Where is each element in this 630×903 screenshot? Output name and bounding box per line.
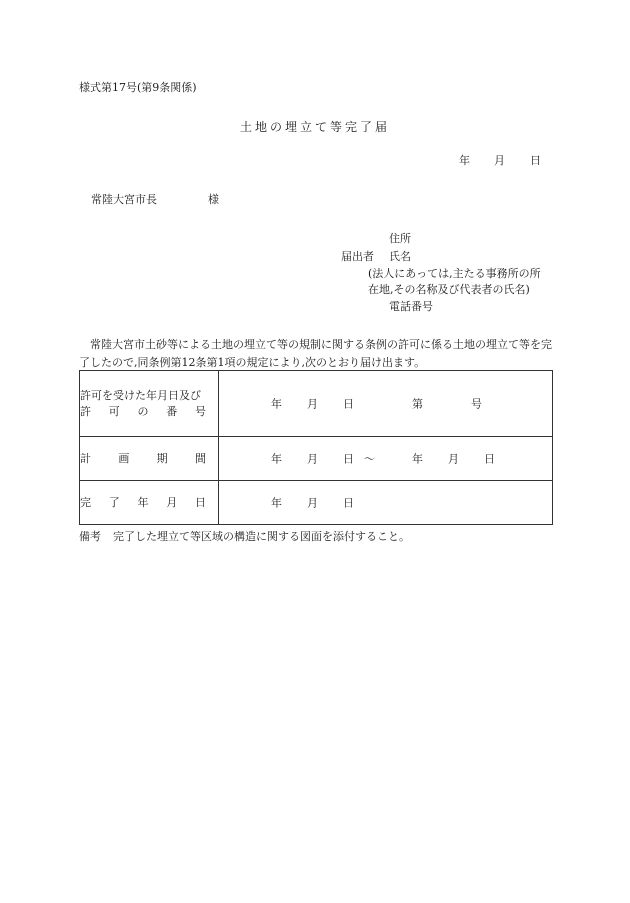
label-char: 計: [80, 452, 91, 465]
plan-end-year: 年: [412, 452, 423, 465]
applicant-label: 届出者: [341, 250, 374, 263]
completion-date-value-cell[interactable]: [219, 481, 553, 525]
completion-date-label-cell: [80, 481, 219, 525]
label-char: 月: [166, 496, 178, 509]
completion-year: 年: [271, 496, 282, 509]
label-char: 可: [108, 404, 120, 418]
label-char: 日: [195, 496, 206, 509]
permit-month-label: 月: [307, 397, 318, 410]
permit-day-label: 日: [343, 397, 354, 410]
recipient-honorific: 様: [208, 193, 219, 206]
plan-start-month: 月: [307, 452, 318, 465]
label-char: 番: [166, 404, 178, 418]
label-char: 許: [80, 404, 91, 418]
plan-period-tilde: 〜: [364, 452, 375, 465]
completion-day: 日: [343, 496, 354, 509]
label-char: 号: [195, 404, 206, 418]
table-row: [80, 481, 553, 525]
corporation-note-line1: (法人にあっては,主たる事務所の所: [368, 267, 541, 280]
note-text: 完了した埋立て等区域の構造に関する図面を添付すること。: [113, 530, 410, 543]
address-label: 住所: [389, 232, 411, 245]
permit-year-label: 年: [271, 397, 282, 410]
name-label: 氏名: [389, 250, 411, 263]
plan-start-year: 年: [271, 452, 282, 465]
body-paragraph: 常陸大宮市土砂等による土地の埋立て等の規制に関する条例の許可に係る土地の埋立て等を完了したので,同条例第12条第1項の規定により,次のとおり届け出ます。: [79, 338, 552, 369]
label-char: の: [137, 404, 149, 418]
date-day-label: 日: [530, 154, 541, 167]
plan-period-label: [80, 453, 206, 464]
label-char: 了: [108, 496, 120, 509]
label-char: 画: [118, 452, 130, 465]
permit-label-line2: [80, 404, 206, 420]
label-char: 年: [137, 496, 149, 509]
table-row: [80, 437, 553, 481]
date-month-label: 月: [494, 154, 505, 167]
label-char: 完: [80, 496, 91, 509]
completion-table: [79, 370, 553, 525]
permit-value-cell[interactable]: [219, 371, 553, 437]
recipient-name: 常陸大宮市長: [91, 193, 157, 206]
table-row: [80, 371, 553, 437]
plan-end-day: 日: [484, 452, 495, 465]
plan-period-value-cell[interactable]: [219, 437, 553, 481]
label-char: 期: [156, 452, 168, 465]
document-title: 土地の埋立て等完了届: [239, 120, 390, 134]
note-label: 備考: [79, 530, 101, 543]
completion-date-label: [80, 497, 206, 508]
plan-period-label-cell: [80, 437, 219, 481]
corporation-note-line2: 在地,その名称及び代表者の氏名): [368, 283, 530, 296]
completion-month: 月: [307, 496, 318, 509]
permit-label-cell: [80, 371, 219, 437]
plan-end-month: 月: [448, 452, 459, 465]
date-year-label: 年: [459, 154, 470, 167]
label-char: 間: [194, 452, 206, 465]
plan-start-day: 日: [343, 452, 354, 465]
phone-label: 電話番号: [389, 300, 433, 313]
form-number: 様式第17号(第9条関係): [79, 81, 197, 94]
permit-number-suffix: 号: [471, 397, 482, 410]
permit-number-prefix: 第: [412, 397, 423, 410]
permit-label-line1: 許可を受けた年月日及び: [80, 388, 201, 402]
